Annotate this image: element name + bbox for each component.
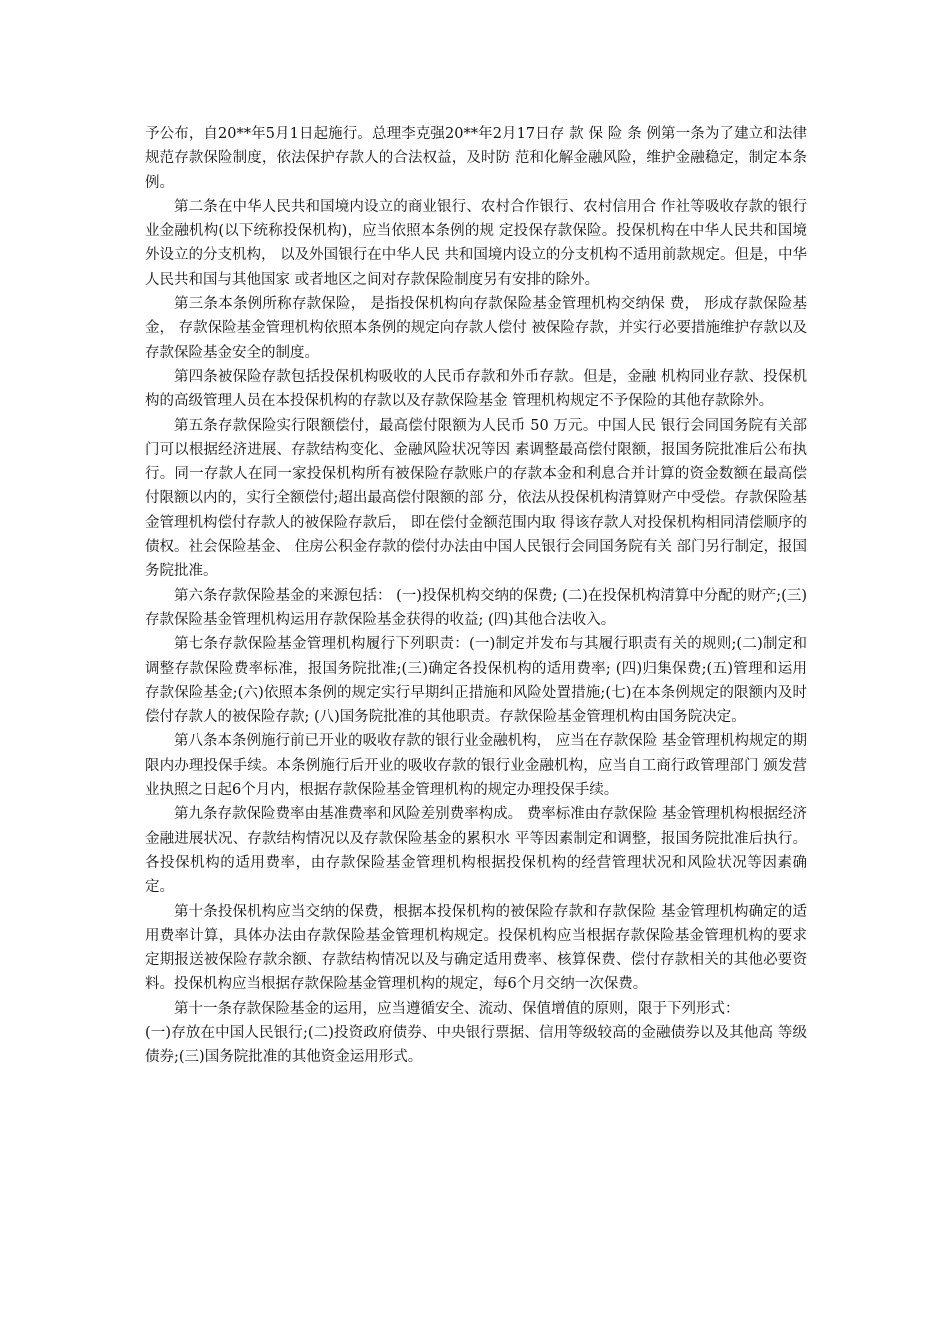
paragraph-article-11-items: (一)存放在中国人民银行;(二)投资政府债券、中央银行票据、信用等级较高的金融债券以及其他高 等级债券;(三)国务院批准的其他资金运用形式。 [145, 1024, 807, 1066]
paragraph-article-2: 第二条在中华人民共和国境内设立的商业银行、农村合作银行、农村信用合 作社等吸收存款的银行业金融机构(以下统称投保机构)，应当依照本条例的规 定投保存款保险。投保机构在中华人民共和国境外设立的分支机构， 以及外国银行在中华人民 共和国境内设立的分支机构不适用前款规定。但是，中华人民共和国与其他国家 或者地区之间对存款保险制度另有安排的除外。 [145, 198, 807, 288]
paragraph-article-6: 第六条存款保险基金的来源包括： (一)投保机构交纳的保费; (二)在投保机构清算中分配的财产;(三)存款保险基金管理机构运用存款保险基金获得的收益; (四)其他合法收入。 [145, 587, 807, 628]
paragraph-article-9: 第九条存款保险费率由基准费率和风险差别费率构成。 费率标准由存款保险 基金管理机构根据经济金融进展状况、存款结构情况以及存款保险基金的累积水 平等因素制定和调整，报国务院批准后执行。各投保机构的适用费率，由存款保险基金管理机构根据投保机构的经营管理状况和风险状况等因素确定。 [145, 806, 807, 896]
paragraph-article-7: 第七条存款保险基金管理机构履行下列职责：(一)制定并发布与其履行职责有关的规则;(二)制定和调整存款保险费率标准，报国务院批准;(三)确定各投保机构的适用费率; (四)归集保费;(五)管理和运用存款保险基金;(六)依照本条例的规定实行早期纠正措施和风险处置措施;(七)在本条例规定的限额内及时偿付存款人的被保险存款; (八)国务院批准的其他职责。存款保险基金管理机构由国务院决定。 [145, 636, 807, 726]
paragraph-article-10: 第十条投保机构应当交纳的保费，根据本投保机构的被保险存款和存款保险 基金管理机构确定的适用费率计算，具体办法由存款保险基金管理机构规定。投保机构应当根据存款保险基金管理机构的要求定期报送被保险存款余额、存款结构情况以及与确定适用费率、核算保费、偿付存款相关的其他必要资料。投保机构应当根据存款保险基金管理机构的规定，每6个月交纳一次保费。 [145, 903, 807, 993]
paragraph-article-3: 第三条本条例所称存款保险， 是指投保机构向存款保险基金管理机构交纳保 费， 形成存款保险基金， 存款保险基金管理机构依照本条例的规定向存款人偿付 被保险存款，并实行必要措施维护存款以及存款保险基金安全的制度。 [145, 296, 807, 361]
paragraph-article-11: 第十一条存款保险基金的运用，应当遵循安全、流动、保值增值的原则，限于下列形式： [174, 1000, 740, 1017]
paragraph-article-5: 第五条存款保险实行限额偿付，最高偿付限额为人民币 50 万元。中国人民 银行会同国务院有关部门可以根据经济进展、存款结构变化、金融风险状况等因 素调整最高偿付限额，报国务院批准后公布执行。同一存款人在同一家投保机构所有被保险存款账户的存款本金和利息合并计算的资金数额在最高偿付限额以内的，实行全额偿付;超出最高偿付限额的部 分，依法从投保机构清算财产中受偿。存款保险基金管理机构偿付存款人的被保险存款后， 即在偿付金额范围内取 得该存款人对投保机构相同清偿顺序的债权。社会保险基金、 住房公积金存款的偿付办法由中国人民银行会同国务院有关 部门另行制定，报国务院批准。 [145, 417, 807, 580]
paragraph-intro: 予公布，自20**年5月1日起施行。总理李克强20**年2月17日存 款 保 险 条 例第一条为了建立和法律规范存款保险制度，依法保护存款人的合法权益，及时防 范和化解金融风险，维护金融稳定，制定本条例。 [145, 126, 807, 191]
paragraph-article-4: 第四条被保险存款包括投保机构吸收的人民币存款和外币存款。但是，金融 机构同业存款、投保机构的高级管理人员在本投保机构的存款以及存款保险基金 管理机构规定不予保险的其他存款除外。 [145, 368, 807, 410]
document-body [145, 122, 807, 1070]
paragraph-article-8: 第八条本条例施行前已开业的吸收存款的银行业金融机构， 应当在存款保险 基金管理机构规定的期限内办理投保手续。本条例施行后开业的吸收存款的银行业金融机构，应当自工商行政管理部门 颁发营业执照之日起6个月内，根据存款保险基金管理机构的规定办理投保手续。 [145, 733, 807, 799]
